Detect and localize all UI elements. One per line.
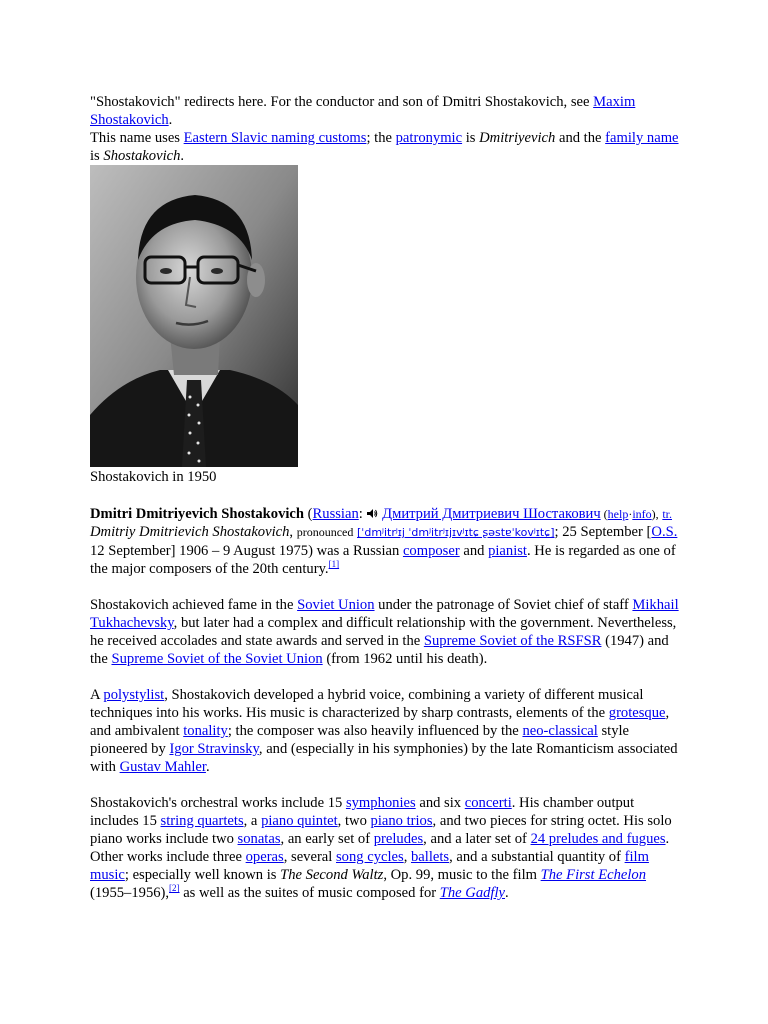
link-piano-quintet[interactable]: piano quintet	[261, 813, 338, 829]
text: ,	[289, 524, 297, 540]
text: , a	[243, 813, 262, 829]
text: , but later had a complex and difficult relationship with the government. Nevertheless, he received accolades and state awards and served in the	[90, 615, 677, 649]
link-ballets[interactable]: ballets	[410, 849, 450, 865]
paragraph-style	[90, 686, 680, 776]
text: ; the composer was also heavily influenced by the	[227, 723, 523, 739]
family-value: Shostakovich	[103, 148, 181, 164]
second-waltz-title: The Second Waltz	[280, 867, 384, 883]
hatnote-text: "Shostakovich" redirects here. For the conductor and son of Dmitri Shostakovich, see	[90, 94, 594, 110]
link-symphonies[interactable]: symphonies	[345, 795, 416, 811]
link-stravinsky[interactable]: Igor Stravinsky	[169, 741, 259, 757]
text: .	[205, 759, 210, 775]
text: under the patronage of Soviet chief of staff	[374, 597, 633, 613]
link-old-style[interactable]: O.S.	[651, 524, 678, 540]
hatnote-text: ; the	[366, 130, 396, 146]
text: Shostakovich's orchestral works include 15	[90, 795, 346, 811]
link-russian[interactable]: Russian	[312, 506, 359, 522]
link-tukhachevsky[interactable]: Mikhail Tukhachevsky	[90, 597, 679, 631]
article-body	[90, 93, 680, 902]
text: (	[304, 506, 313, 522]
text: (1947) and the	[90, 633, 669, 667]
text: and	[459, 543, 489, 559]
link-cyrillic-name[interactable]: Дмитрий Дмитриевич Шостакович	[382, 506, 601, 522]
patronymic-value: Dmitriyevich	[479, 130, 556, 146]
paragraph-career	[90, 596, 680, 668]
text: style pioneered by	[90, 723, 630, 757]
link-composer[interactable]: composer	[402, 543, 460, 559]
text: and six	[415, 795, 465, 811]
text: , and ambivalent	[90, 705, 670, 739]
hatnote-text: is	[462, 130, 480, 146]
link-grotesque[interactable]: grotesque	[608, 705, 666, 721]
reference-1[interactable]: [1]	[328, 559, 340, 570]
link-family-name[interactable]: family name	[605, 130, 679, 146]
text: , Shostakovich developed a hybrid voice, combining a variety of different musical techniques into his works. His music is characterized by sharp contrasts, elements of the	[90, 687, 644, 721]
text: . He is regarded as one of the major composers of the 20th century.	[90, 543, 676, 577]
text: . His chamber output includes 15	[90, 795, 635, 829]
link-24-preludes-fugues[interactable]: 24 preludes and fugues	[530, 831, 666, 847]
link-ipa[interactable]: [ˈdmʲitrʲɪj ˈdmʲitrʲɪjɪvʲɪtɕ ʂəstɐˈkovʲɪtɕ]	[357, 526, 555, 539]
text: ),	[651, 507, 659, 521]
text: A	[90, 687, 104, 703]
text: , several	[283, 849, 336, 865]
text: , and a later set of	[423, 831, 531, 847]
text: , and a substantial quantity of	[449, 849, 625, 865]
portrait-image[interactable]	[90, 165, 298, 467]
text: (	[600, 507, 608, 521]
paragraph-works	[90, 794, 680, 902]
link-string-quartets[interactable]: string quartets	[160, 813, 244, 829]
text: ; especially well known is	[124, 867, 281, 883]
link-help[interactable]: help	[607, 507, 629, 521]
text: (from 1962 until his death).	[322, 651, 488, 667]
hatnote-text: .	[168, 112, 173, 128]
text: (1955–1956),	[90, 885, 170, 901]
text: , an early set of	[280, 831, 374, 847]
link-tonality[interactable]: tonality	[183, 723, 228, 739]
transliteration: Dmitriy Dmitrievich Shostakovich	[90, 524, 290, 540]
text: ; 25 September [	[554, 524, 652, 540]
link-piano-trios[interactable]: piano trios	[370, 813, 433, 829]
link-naming-customs[interactable]: Eastern Slavic naming customs	[183, 130, 367, 146]
subject-name: Dmitri Dmitriyevich Shostakovich	[90, 506, 305, 522]
text: Shostakovich achieved fame in the	[90, 597, 298, 613]
text: 12 September] 1906 – 9 August 1975) was a Russian	[90, 543, 403, 559]
link-song-cycles[interactable]: song cycles	[336, 849, 404, 865]
hatnote-naming	[90, 129, 680, 165]
link-sonatas[interactable]: sonatas	[237, 831, 281, 847]
text: :	[358, 506, 367, 522]
hatnote-text: This name uses	[90, 130, 184, 146]
hatnote-text: and the	[555, 130, 606, 146]
link-concerti[interactable]: concerti	[464, 795, 512, 811]
reference-2[interactable]: [2]	[169, 883, 180, 894]
hatnote-redirect	[90, 93, 680, 129]
text: , two	[337, 813, 371, 829]
text: ·	[628, 507, 633, 521]
link-operas[interactable]: operas	[245, 849, 284, 865]
link-soviet-union[interactable]: Soviet Union	[297, 597, 375, 613]
intro-paragraph	[90, 505, 680, 578]
text: as well as the suites of music composed for	[179, 885, 440, 901]
link-pianist[interactable]: pianist	[488, 543, 527, 559]
speaker-icon[interactable]	[366, 508, 378, 519]
link-first-echelon[interactable]: The First Echelon	[540, 867, 647, 883]
image-caption: Shostakovich in 1950	[90, 469, 217, 485]
link-mahler[interactable]: Gustav Mahler	[119, 759, 206, 775]
text: , Op. 99, music to the film	[383, 867, 541, 883]
text: , and two pieces for string octet. His solo piano works include two	[90, 813, 672, 847]
link-transliteration[interactable]: tr.	[662, 507, 672, 521]
pronounced-label: pronounced	[296, 525, 354, 539]
hatnote-text: is	[90, 148, 104, 164]
link-maxim-shostakovich[interactable]: Maxim Shostakovich	[90, 94, 636, 128]
link-patronymic[interactable]: patronymic	[395, 130, 463, 146]
link-gadfly[interactable]: The Gadfly	[439, 885, 506, 901]
link-film-music[interactable]: film music	[90, 849, 649, 883]
link-supreme-soviet-su[interactable]: Supreme Soviet of the Soviet Union	[111, 651, 323, 667]
link-neoclassical[interactable]: neo-classical	[522, 723, 598, 739]
portrait-photo	[90, 165, 298, 467]
text: ,	[403, 849, 411, 865]
text: .	[505, 885, 509, 901]
text: . Other works include three	[90, 831, 670, 865]
link-supreme-soviet-rsfsr[interactable]: Supreme Soviet of the RSFSR	[423, 633, 602, 649]
hatnote-text: .	[180, 148, 185, 164]
link-polystylist[interactable]: polystylist	[103, 687, 165, 703]
text: , and (especially in his symphonies) by the late Romanticism associated with	[90, 741, 678, 775]
link-info[interactable]: info	[632, 507, 652, 521]
link-preludes[interactable]: preludes	[373, 831, 424, 847]
